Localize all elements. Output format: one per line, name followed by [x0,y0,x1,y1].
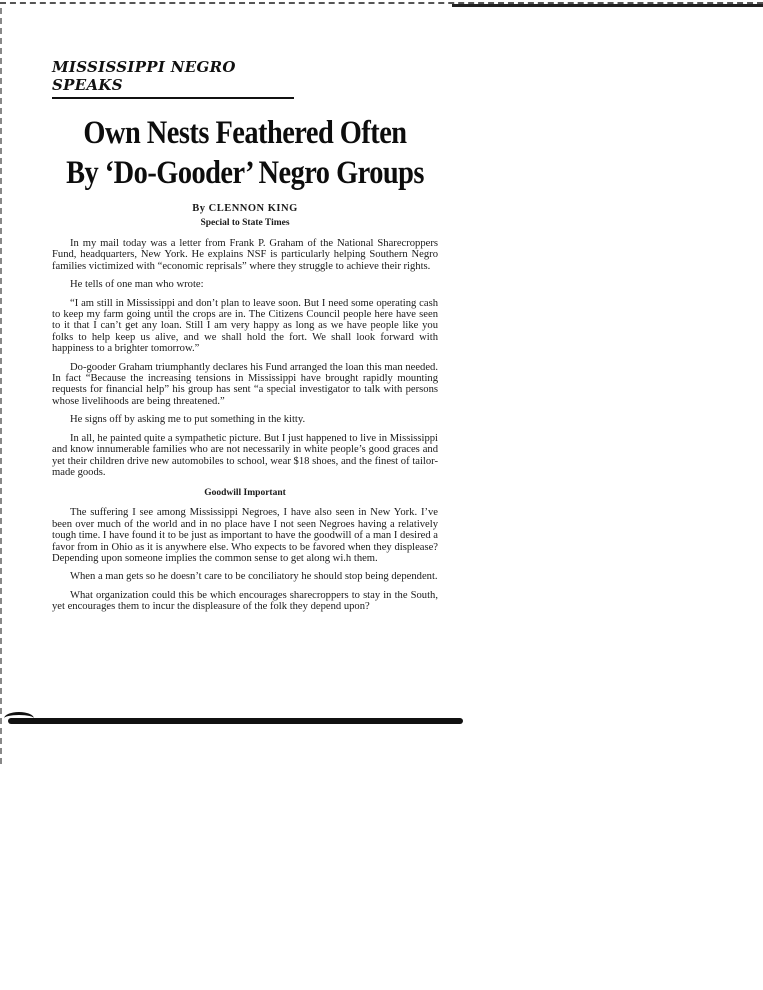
headline-line-2: By ‘Do-Gooder’ Negro Groups [66,155,424,191]
subheading: Goodwill Important [204,488,286,499]
paragraph: The suffering I see among Mississippi Negroes, I have also seen in New York. I’ve been over much of the world and in no place have I not seen Negroes having a relatively tough time. I have found it to be just as important to have the goodwill of a man I desired a favor from in Ohio as it is anywhere else. Who expects to be favored when they displease? Depending upon someone implies the common sense to get along wi.h them. [52,507,438,564]
paragraph: He tells of one man who wrote: [70,279,204,291]
paragraph: What organization could this be which encourages sharecroppers to stay in the South, yet encourages them to incur the displeasure of the folk they depend upon? [52,589,438,613]
kicker: MISSISSIPPI NEGRO SPEAKS [52,58,294,99]
headline-line-1: Own Nests Feathered Often [83,115,407,151]
left-scan-edge [0,8,2,768]
paragraph: In my mail today was a letter from Frank P. Graham of the National Sharecroppers Fund, headquarters, New York. He explains NSF is particularly helping Southern Negro families victimized with “economic reprisals” where they struggle to achieve their rights. [52,238,438,272]
paragraph: Do-gooder Graham triumphantly declares his Fund arranged the loan this man needed. In fact “Because the increasing tensions in Mississippi have brought rapidly mounting requests for financial help” his group has sent “a special investigator to talk with persons whose livelihoods are being threatened.” [52,361,438,407]
dateline: Special to State Times [200,218,290,228]
paragraph: “I am still in Mississippi and don’t plan to leave soon. But I need some operating cash to keep my farm going until the crops are in. The Citizens Council people here have seen to it that I can’t get any loan. Still I am very happy as long as we have people like you folks to help keep us alive, and we shall hold the fort. We shall look forward with happiness to a brighter tomorrow.” [52,297,438,355]
top-rule [452,4,763,7]
paragraph: When a man gets so he doesn’t care to be conciliatory he should stop being dependent. [70,571,438,583]
bottom-rule [8,718,463,724]
paragraph: In all, he painted quite a sympathetic picture. But I just happened to live in Mississippi and know innumerable families who are not necessarily in white people’s good graces and yet their children drive new automobiles to school, wear $18 shoes, and the finest of tailor-made goods. [52,432,438,478]
headline [56,113,434,193]
article-body [52,238,438,613]
paragraph: He signs off by asking me to put something in the kitty. [70,414,306,426]
newspaper-clipping [52,58,438,620]
byline: By CLENNON KING [192,203,298,214]
